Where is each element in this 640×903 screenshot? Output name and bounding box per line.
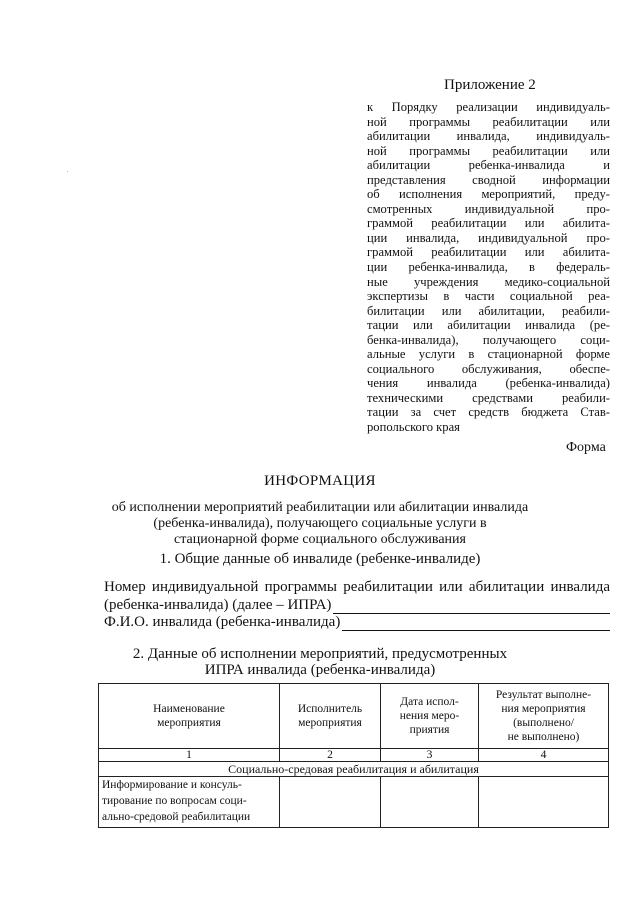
appendix-line: экспертизы в части социальной реа- (367, 289, 610, 304)
fio-blank[interactable] (342, 616, 610, 631)
header-text: Исполнитель (297, 703, 363, 715)
fio-label: Ф.И.О. инвалида (ребенка-инвалида) (104, 614, 341, 630)
result-cell[interactable] (479, 777, 609, 828)
appendix-line: представления сводной информации (367, 172, 610, 187)
date-cell[interactable] (381, 777, 479, 828)
header-text: не выполнено) (507, 731, 580, 743)
appendix-line: билитации или абилитации, реабили- (367, 303, 610, 318)
ipra-number-blank[interactable] (333, 599, 610, 614)
header-text: Дата испол- (400, 696, 459, 708)
group-heading: Социально-средовая реабилитация и абилитация (99, 762, 609, 777)
measure-name-cell (99, 777, 280, 828)
appendix-line: социального обслуживания, обеспе- (367, 361, 610, 376)
appendix-line: граммой реабилитации или абилита- (367, 245, 610, 260)
header-cell-date (381, 684, 479, 749)
section2-heading-line2: ИПРА инвалида (ребенка-инвалида) (204, 662, 436, 678)
appendix-line: техническими средствами реабили- (367, 390, 610, 405)
header-text: мероприятия (298, 717, 362, 729)
executor-cell[interactable] (280, 777, 381, 828)
form-label: Форма (566, 440, 606, 455)
appendix-line: ции ребенка-инвалида, в федераль- (367, 260, 610, 275)
ipra-number-field (104, 578, 610, 614)
appendix-line: ные учреждения медико-социальной (367, 274, 610, 289)
header-text: мероприятия (157, 717, 221, 729)
document-subtitle (100, 500, 540, 548)
appendix-line: ной программы реабилитации или (367, 143, 610, 158)
subtitle-line: (ребенка-инвалида), получающего социальные услуги в (153, 516, 487, 531)
header-text: ния мероприятия (501, 703, 586, 715)
header-cell-measure (99, 684, 280, 749)
section2-heading (0, 646, 640, 678)
column-number: 3 (381, 749, 479, 762)
appendix-line: абилитации инвалида, индивидуаль- (367, 129, 610, 144)
header-text: (выполнено/ (513, 717, 574, 729)
appendix-line: тации за счет средств бюджета Став- (367, 405, 610, 420)
table-number-row (99, 749, 609, 762)
header-text: нения меро- (399, 710, 460, 722)
appendix-line: к Порядку реализации индивидуаль- (367, 100, 610, 114)
column-number: 4 (479, 749, 609, 762)
appendix-line: об исполнения мероприятий, преду- (367, 187, 610, 202)
section2-heading-line1: 2. Данные об исполнении мероприятий, предусмотренных (132, 646, 508, 662)
measure-text: Информирование и консуль- (102, 779, 242, 791)
appendix-line: ной программы реабилитации или (367, 114, 610, 129)
ipra-label-line2: (ребенка-инвалида) (далее – ИПРА) (104, 597, 332, 613)
subtitle-line: об исполнении мероприятий реабилитации или абилитации инвалида (111, 500, 529, 515)
measures-table (98, 683, 609, 828)
column-number: 1 (99, 749, 280, 762)
appendix-line: тации или абилитации инвалида (ре- (367, 318, 610, 333)
section1-heading: 1. Общие данные об инвалиде (ребенке-инвалиде) (159, 551, 481, 567)
table-header-row (99, 684, 609, 749)
header-text: Результат выполне- (495, 689, 592, 701)
table-group-row (99, 762, 609, 777)
column-number: 2 (280, 749, 381, 762)
appendix-reference-text (367, 100, 610, 435)
appendix-line: чения инвалида (ребенка-инвалида) (367, 376, 610, 391)
scan-speck (67, 171, 68, 172)
measure-text: тирование по вопросам соци- (102, 795, 247, 807)
appendix-line: ропольского края (367, 420, 460, 435)
measure-text: ально-средовой реабилитации (102, 811, 251, 823)
header-text: приятия (409, 724, 450, 736)
header-cell-executor (280, 684, 381, 749)
header-cell-result (479, 684, 609, 749)
appendix-line: альные услуги в стационарной форме (367, 347, 610, 362)
fio-field (104, 613, 610, 631)
appendix-line: граммой реабилитации или абилита- (367, 216, 610, 231)
appendix-line: абилитации ребенка-инвалида и (367, 158, 610, 173)
appendix-line: ции инвалида, индивидуальной про- (367, 230, 610, 245)
appendix-title: Приложение 2 (444, 77, 536, 93)
subtitle-line: стационарной форме социального обслуживания (174, 532, 466, 547)
table-row (99, 777, 609, 828)
ipra-label-line1: Номер индивидуальной программы реабилитации или абилитации инвалида (104, 579, 610, 595)
header-text: Наименование (153, 703, 225, 715)
appendix-line: смотренных индивидуальной про- (367, 201, 610, 216)
appendix-line: бенка-инвалида), получающего соци- (367, 332, 610, 347)
document-title: ИНФОРМАЦИЯ (264, 473, 376, 489)
